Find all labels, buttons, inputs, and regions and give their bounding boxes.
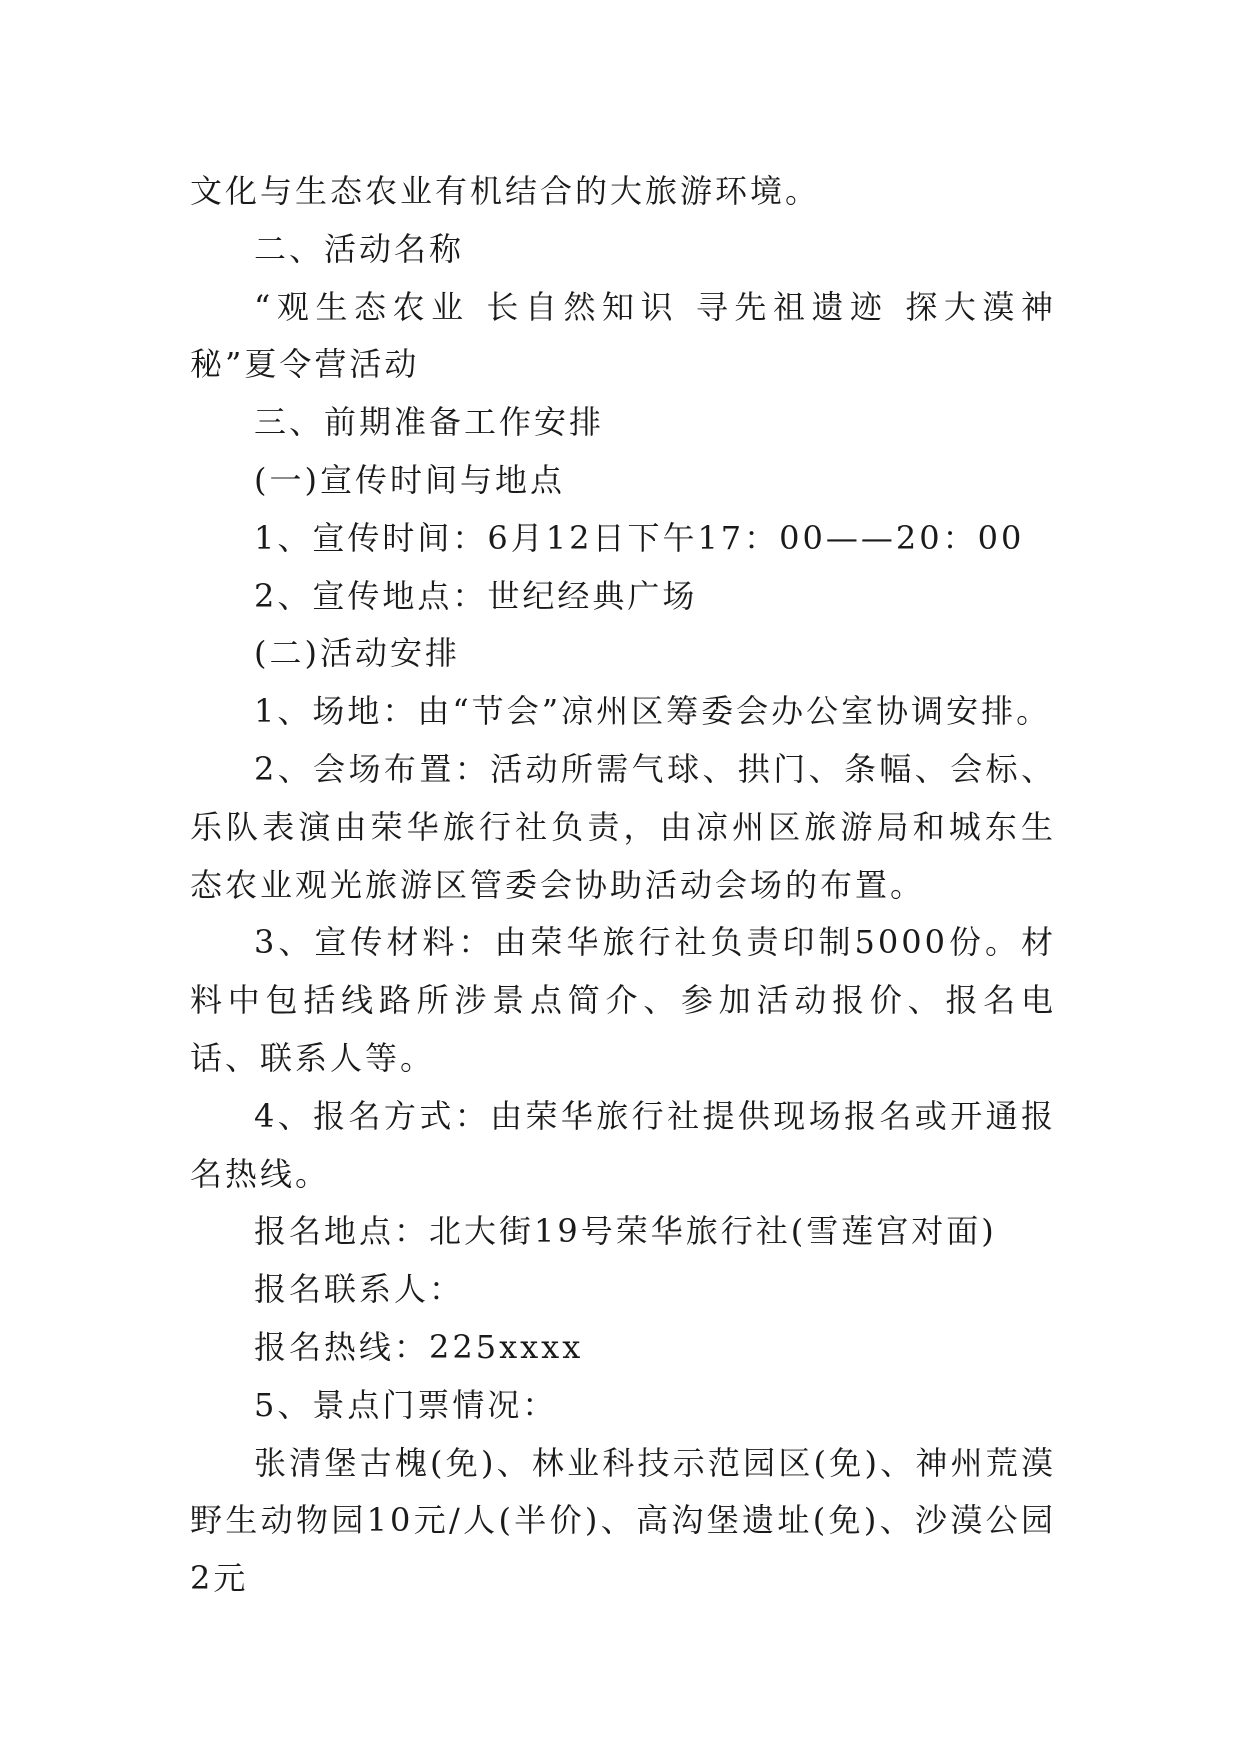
registration-hotline: 报名热线：225xxxx xyxy=(254,1327,584,1366)
promotion-time: 1、宣传时间：6月12日下午17：00——20：00 xyxy=(254,518,1025,557)
arrangement-layout: 2、会场布置：活动所需气球、拱门、条幅、会标、乐队表演由荣华旅行社负责，由凉州区旅游局和城东生态农业观光旅游区管委会协助活动会场的布置。 xyxy=(190,749,1056,904)
registration-address: 报名地点：北大街19号荣华旅行社(雪莲宫对面) xyxy=(254,1212,997,1251)
activity-title: “观生态农业 长自然知识 寻先祖遗迹 探大漠神秘”夏令营活动 xyxy=(190,287,1056,384)
document-body xyxy=(190,163,1056,1608)
subsection-heading-arrangement: (二)活动安排 xyxy=(254,634,460,673)
arrangement-registration: 4、报名方式：由荣华旅行社提供现场报名或开通报名热线。 xyxy=(190,1096,1056,1193)
section-heading-activity-name: 二、活动名称 xyxy=(254,229,465,268)
section-heading-preparation: 三、前期准备工作安排 xyxy=(254,403,605,442)
ticket-heading: 5、景点门票情况： xyxy=(254,1385,558,1424)
arrangement-venue: 1、场地：由“节会”凉州区筹委会办公室协调安排。 xyxy=(254,692,1052,731)
paragraph-continuation: 文化与生态农业有机结合的大旅游环境。 xyxy=(190,172,821,210)
arrangement-materials: 3、宣传材料：由荣华旅行社负责印制5000份。材料中包括线路所涉景点简介、参加活动报价、报名电话、联系人等。 xyxy=(190,923,1056,1077)
registration-contact: 报名联系人： xyxy=(254,1270,465,1309)
promotion-location: 2、宣传地点：世纪经典广场 xyxy=(254,576,698,615)
ticket-details: 张清堡古槐(免)、林业科技示范园区(免)、神州荒漠野生动物园10元/人(半价)、高沟堡遗址(免)、沙漠公园2元 xyxy=(190,1443,1056,1598)
subsection-heading-promotion: (一)宣传时间与地点 xyxy=(254,460,565,499)
